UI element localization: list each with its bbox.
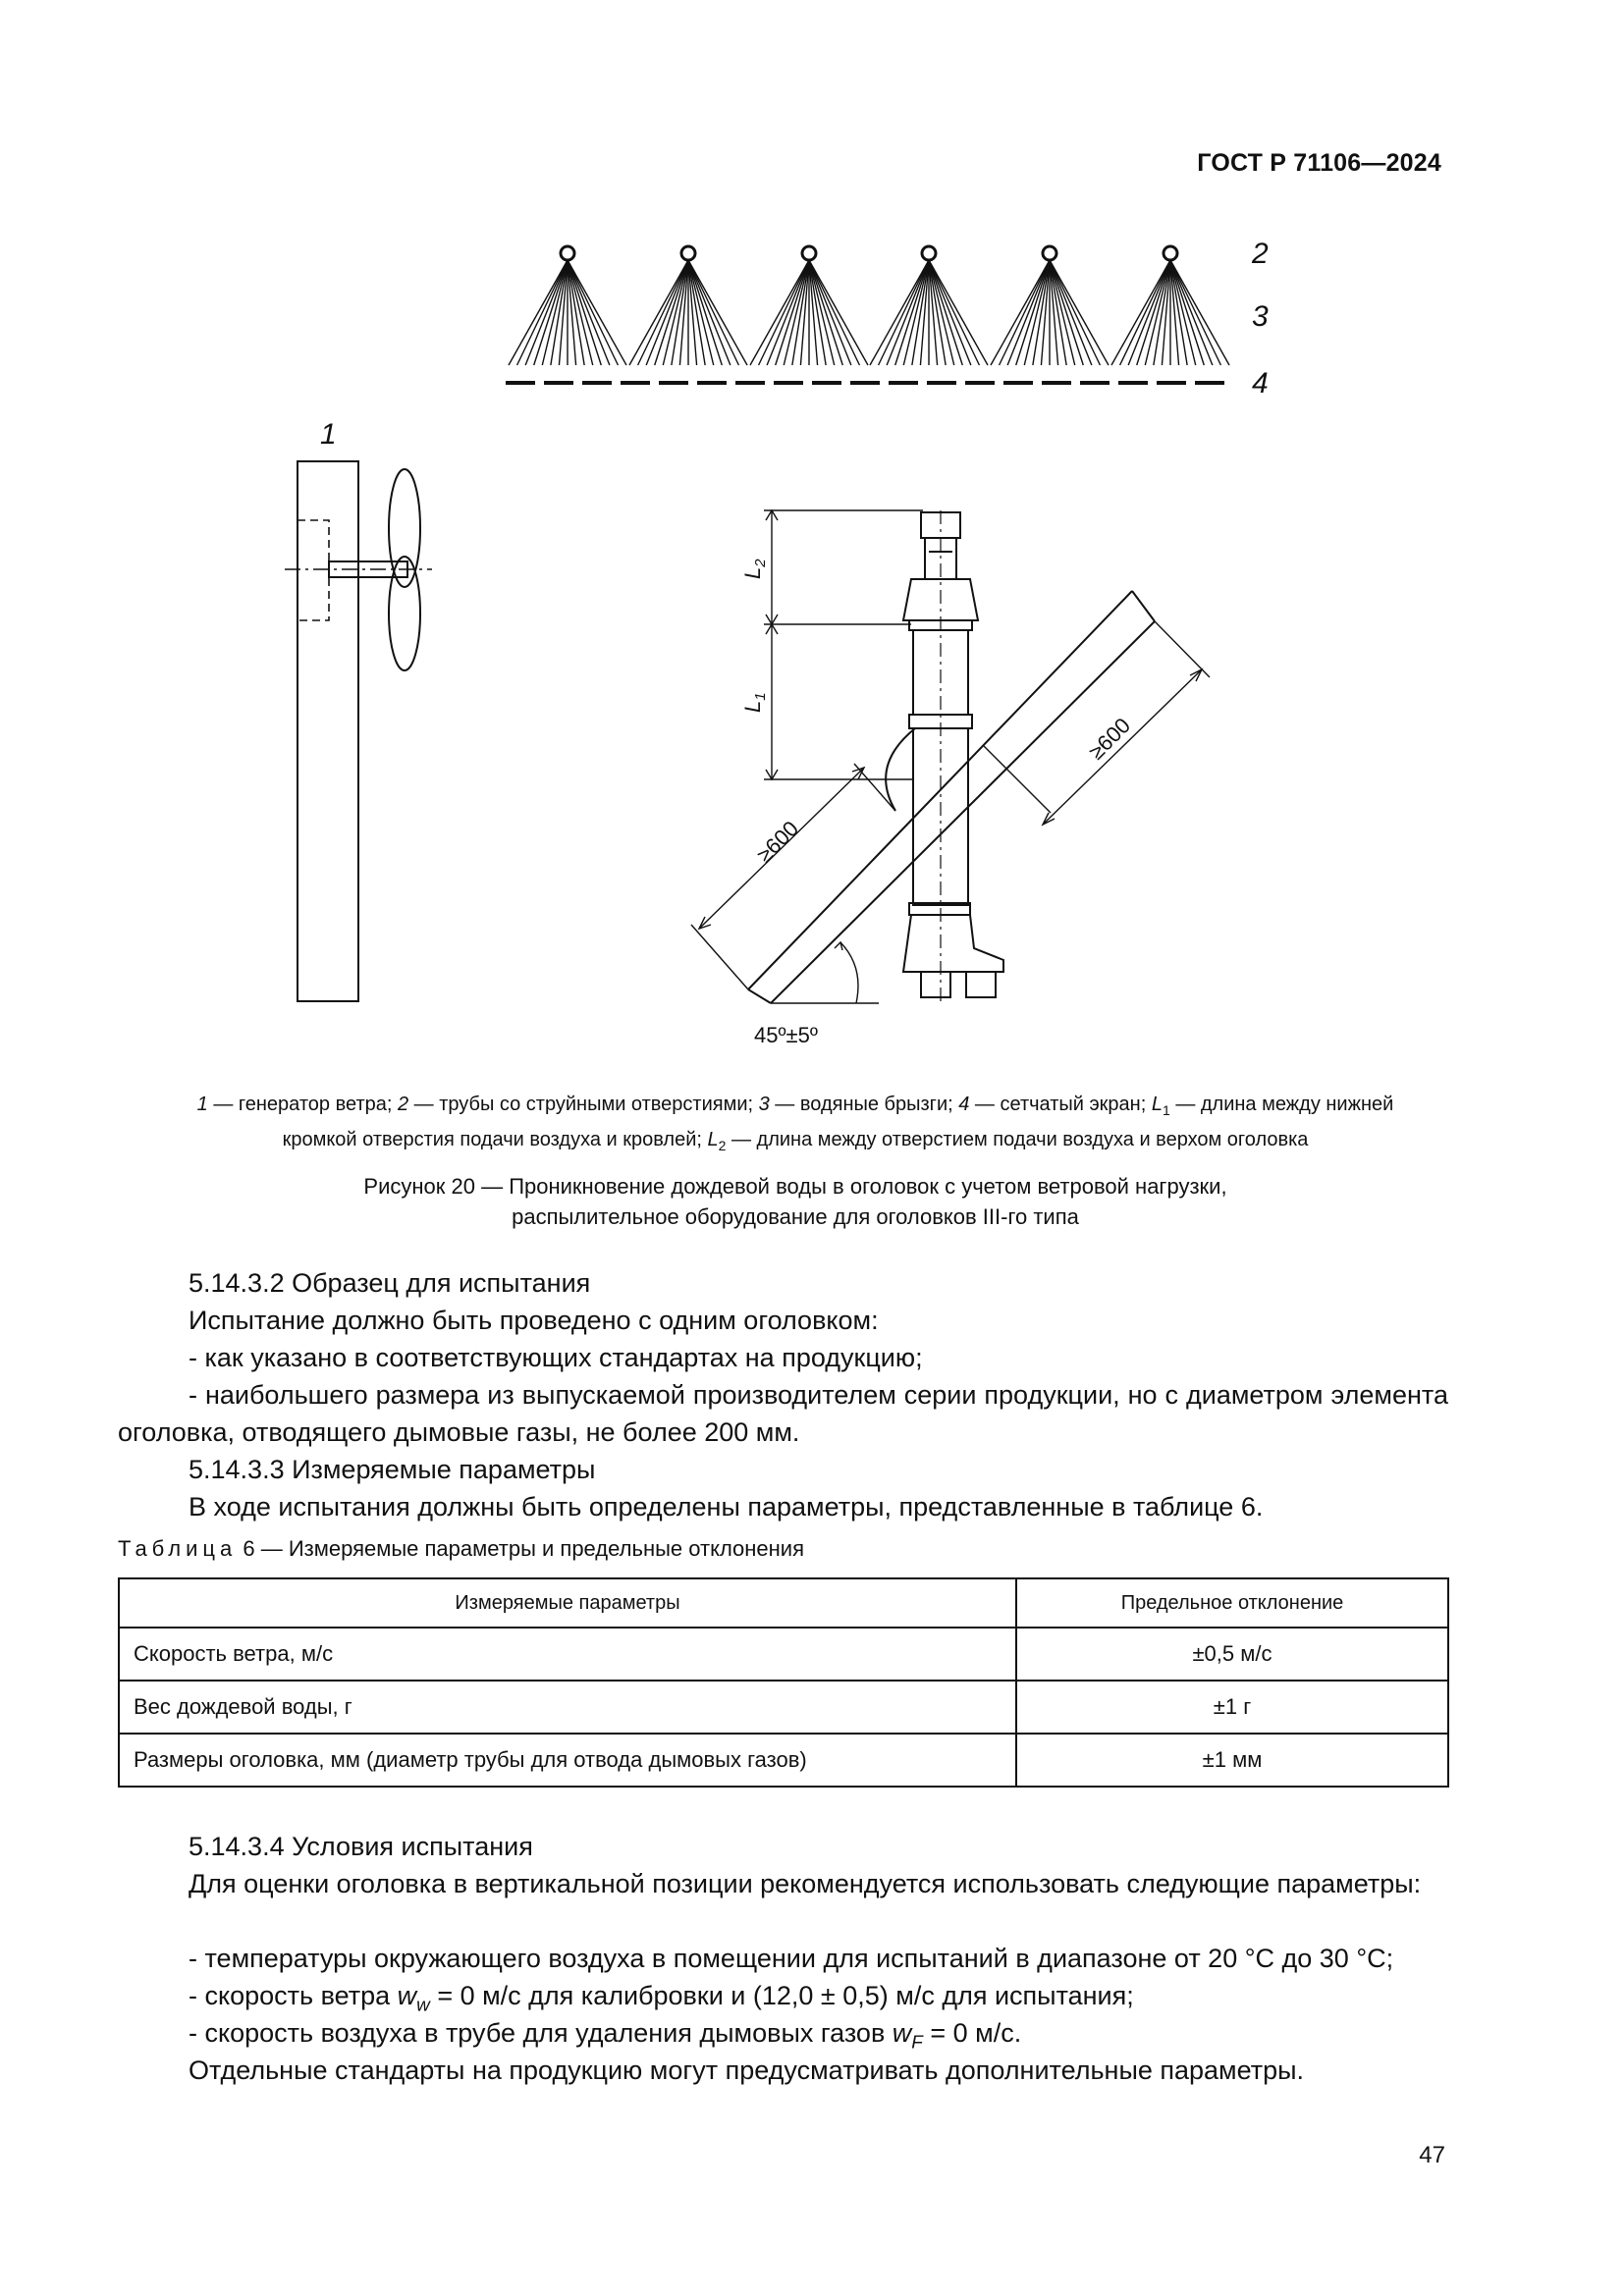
para-measured-params: В ходе испытания должны быть определены параметры, представленные в таблице 6. bbox=[189, 1492, 1264, 1522]
figure-legend-line2: кромкой отверстия подачи воздуха и кровлей; $L_2$ — длина между отверстием подачи воздуха и верхом оголовка bbox=[282, 1129, 1309, 1153]
table-cell-deviation: ±0,5 м/с bbox=[1016, 1628, 1448, 1681]
para-conditions-intro: Для оценки оголовка в вертикальной позиции рекомендуется использовать следующие параметры: bbox=[189, 1869, 1422, 1898]
nozzle-pipe-icon bbox=[561, 246, 574, 260]
table-row bbox=[119, 1681, 1448, 1734]
nozzle-pipe-icon bbox=[681, 246, 695, 260]
spray-nozzle-row bbox=[509, 246, 1229, 365]
nozzle-pipe-icon bbox=[1164, 246, 1177, 260]
water-spray-line bbox=[929, 260, 962, 365]
wind-generator bbox=[285, 461, 432, 1001]
list-item-largest-size: - наибольшего размера из выпускаемой производителем серии продукции, но с диаметром элемента оголовка, отводящего дымовые газы, не более 200 мм. bbox=[118, 1380, 1448, 1447]
label-3: 3 bbox=[1252, 300, 1269, 333]
water-spray-line bbox=[809, 260, 842, 365]
table-cell-param: Размеры оголовка, мм (диаметр трубы для отвода дымовых газов) bbox=[119, 1734, 1016, 1787]
nozzle-pipe-icon bbox=[802, 246, 816, 260]
heading-5-14-3-2: 5.14.3.2 Образец для испытания bbox=[189, 1268, 591, 1298]
water-spray-line bbox=[1137, 260, 1170, 365]
table-6-caption: Таблица 6 — Измеряемые параметры и предельные отклонения bbox=[118, 1536, 805, 1561]
dim-l1-label: $L_1$ bbox=[740, 692, 769, 713]
angle-indicator bbox=[771, 942, 879, 1003]
table-cell-deviation: ±1 г bbox=[1016, 1681, 1448, 1734]
heading-5-14-3-4: 5.14.3.4 Условия испытания bbox=[189, 1832, 533, 1861]
chimney-terminal bbox=[886, 510, 1003, 1001]
table-6 bbox=[118, 1577, 1449, 1788]
water-spray-line bbox=[1170, 260, 1204, 365]
label-2: 2 bbox=[1252, 238, 1269, 270]
dim-600-right-label: ≥600 bbox=[1083, 713, 1136, 765]
figure-20-drawing bbox=[0, 0, 1624, 1080]
page-number: 47 bbox=[1419, 2142, 1445, 2168]
label-1: 1 bbox=[320, 418, 337, 451]
figure-title bbox=[108, 1171, 1483, 1232]
angle-label: 45º±5º bbox=[754, 1023, 818, 1047]
dimension-l-lines bbox=[764, 510, 923, 779]
dim-600-left-label: ≥600 bbox=[751, 816, 804, 868]
list-item-standards: - как указано в соответствующих стандартах на продукцию; bbox=[189, 1343, 923, 1372]
table-cell-param: Вес дождевой воды, г bbox=[119, 1681, 1016, 1734]
water-spray-line bbox=[568, 260, 601, 365]
dim-l2-label: $L_2$ bbox=[740, 559, 769, 579]
water-spray-line bbox=[688, 260, 722, 365]
roof-slab bbox=[748, 591, 1155, 1003]
figure-legend-line1: 1 — генератор ветра; 2 — трубы со струйными отверстиями; 3 — водяные брызги; 4 — сетчатый экран; $L_1$ — длина между нижней bbox=[196, 1094, 1394, 1118]
table-cell-param: Скорость ветра, м/с bbox=[119, 1628, 1016, 1681]
table-row bbox=[119, 1734, 1448, 1787]
table-header-row bbox=[119, 1578, 1448, 1628]
label-4: 4 bbox=[1252, 367, 1269, 400]
table-row bbox=[119, 1628, 1448, 1681]
water-spray-line bbox=[1050, 260, 1083, 365]
heading-5-14-3-3: 5.14.3.3 Измеряемые параметры bbox=[189, 1455, 596, 1484]
nozzle-pipe-icon bbox=[922, 246, 936, 260]
water-spray-line bbox=[534, 260, 568, 365]
table-header-deviation: Предельное отклонение bbox=[1016, 1578, 1448, 1628]
list-item-flue-air-speed: - скорость воздуха в трубе для удаления дымовых газов $w_F = 0$ м/с. bbox=[189, 2018, 1022, 2054]
dimension-600-left bbox=[691, 764, 895, 989]
list-item-wind-speed: - скорость ветра $w_w = 0$ м/с для калибровки и (12,0 ± 0,5) м/с для испытания; bbox=[189, 1981, 1134, 2016]
nozzle-pipe-icon bbox=[1043, 246, 1056, 260]
table-cell-deviation: ±1 мм bbox=[1016, 1734, 1448, 1787]
table-header-params: Измеряемые параметры bbox=[119, 1578, 1016, 1628]
water-spray-line bbox=[895, 260, 929, 365]
list-item-temperature: - температуры окружающего воздуха в помещении для испытаний в диапазоне от 20 °C до 30 °C; bbox=[189, 1944, 1394, 1973]
figure-legend bbox=[108, 1090, 1483, 1160]
water-spray-line bbox=[1016, 260, 1050, 365]
water-spray-line bbox=[776, 260, 809, 365]
figure-title-line1: Рисунок 20 — Проникновение дождевой воды в оголовок с учетом ветровой нагрузки, bbox=[363, 1174, 1227, 1199]
document-code-header: ГОСТ Р 71106—2024 bbox=[1197, 149, 1441, 177]
dimension-600-right bbox=[984, 621, 1210, 825]
figure-title-line2: распылительное оборудование для оголовков III-го типа bbox=[512, 1204, 1079, 1229]
para-additional-params: Отдельные стандарты на продукцию могут предусматривать дополнительные параметры. bbox=[189, 2056, 1305, 2085]
para-sample-intro: Испытание должно быть проведено с одним оголовком: bbox=[189, 1306, 879, 1335]
water-spray-line bbox=[655, 260, 688, 365]
